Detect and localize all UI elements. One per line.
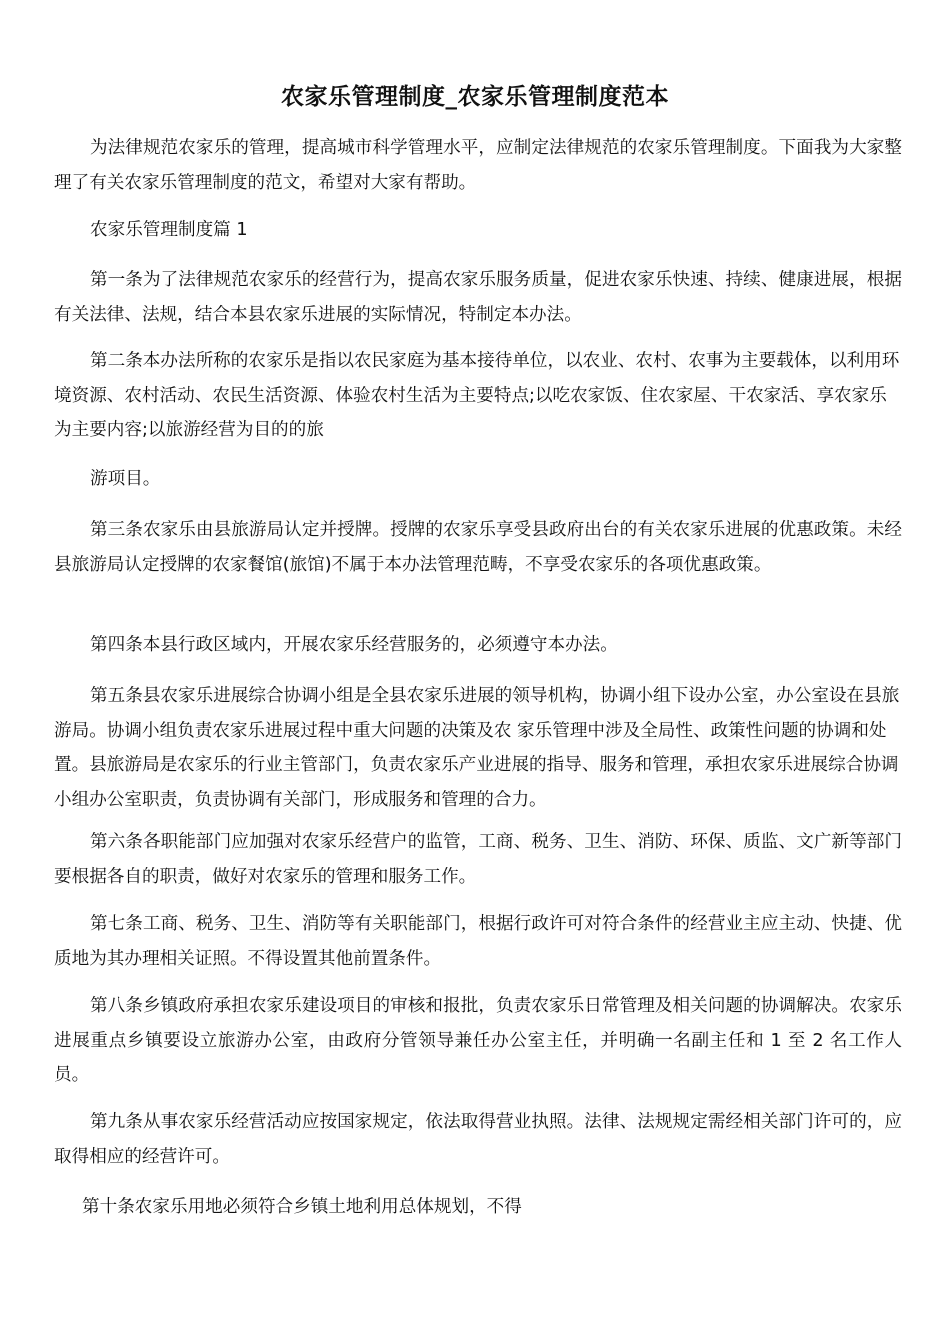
section-heading: 农家乐管理制度篇 1 [90,220,248,240]
article-10-paragraph: 第十条农家乐用地必须符合乡镇土地利用总体规划，不得 [82,1197,522,1217]
article-5-paragraph: 第五条县农家乐进展综合协调小组是全县农家乐进展的领导机构，协调小组下设办公室，办公室设在县旅游局。协调小组负责农家乐进展过程中重大问题的决策及农 家乐管理中涉及全局性、政策性问题的协调和处置。县旅游局是农家乐的行业主管部门，负责农家乐产业进展的指导、服务和管理，承担农家乐进展综合协调小组办公室职责，负责协调有关部门，形成服务和管理的合力。 [54,686,900,810]
article-2-continuation: 游项目。 [90,469,161,489]
article-1-paragraph: 第一条为了法律规范农家乐的经营行为，提高农家乐服务质量，促进农家乐快速、持续、健康进展，根据有关法律、法规，结合本县农家乐进展的实际情况，特制定本办法。 [54,270,902,325]
article-7-paragraph: 第七条工商、税务、卫生、消防等有关职能部门，根据行政许可对符合条件的经营业主应主动、快捷、优质地为其办理相关证照。不得设置其他前置条件。 [54,914,902,969]
article-8-paragraph: 第八条乡镇政府承担农家乐建设项目的审核和报批，负责农家乐日常管理及相关问题的协调解决。农家乐进展重点乡镇要设立旅游办公室，由政府分管领导兼任办公室主任，并明确一名副主任和 1 至 2 名工作人员。 [54,996,902,1085]
intro-paragraph: 为法律规范农家乐的管理，提高城市科学管理水平，应制定法律规范的农家乐管理制度。下面我为大家整理了有关农家乐管理制度的范文，希望对大家有帮助。 [54,138,902,193]
document-title: 农家乐管理制度_农家乐管理制度范本 [281,84,669,110]
article-3-paragraph: 第三条农家乐由县旅游局认定并授牌。授牌的农家乐享受县政府出台的有关农家乐进展的优惠政策。未经县旅游局认定授牌的农家餐馆(旅馆)不属于本办法管理范畴，不享受农家乐的各项优惠政策。 [54,520,902,575]
article-6-paragraph: 第六条各职能部门应加强对农家乐经营户的监管，工商、税务、卫生、消防、环保、质监、文广新等部门要根据各自的职责，做好对农家乐的管理和服务工作。 [54,832,902,887]
article-9-paragraph: 第九条从事农家乐经营活动应按国家规定，依法取得营业执照。法律、法规规定需经相关部门许可的，应取得相应的经营许可。 [54,1112,902,1167]
article-2-paragraph: 第二条本办法所称的农家乐是指以农民家庭为基本接待单位，以农业、农村、农事为主要载体，以利用环境资源、农村活动、农民生活资源、体验农村生活为主要特点;以吃农家饭、住农家屋、干农家活、享农家乐为主要内容;以旅游经营为目的的旅 [54,351,900,440]
article-4-paragraph: 第四条本县行政区域内，开展农家乐经营服务的，必须遵守本办法。 [90,635,618,655]
